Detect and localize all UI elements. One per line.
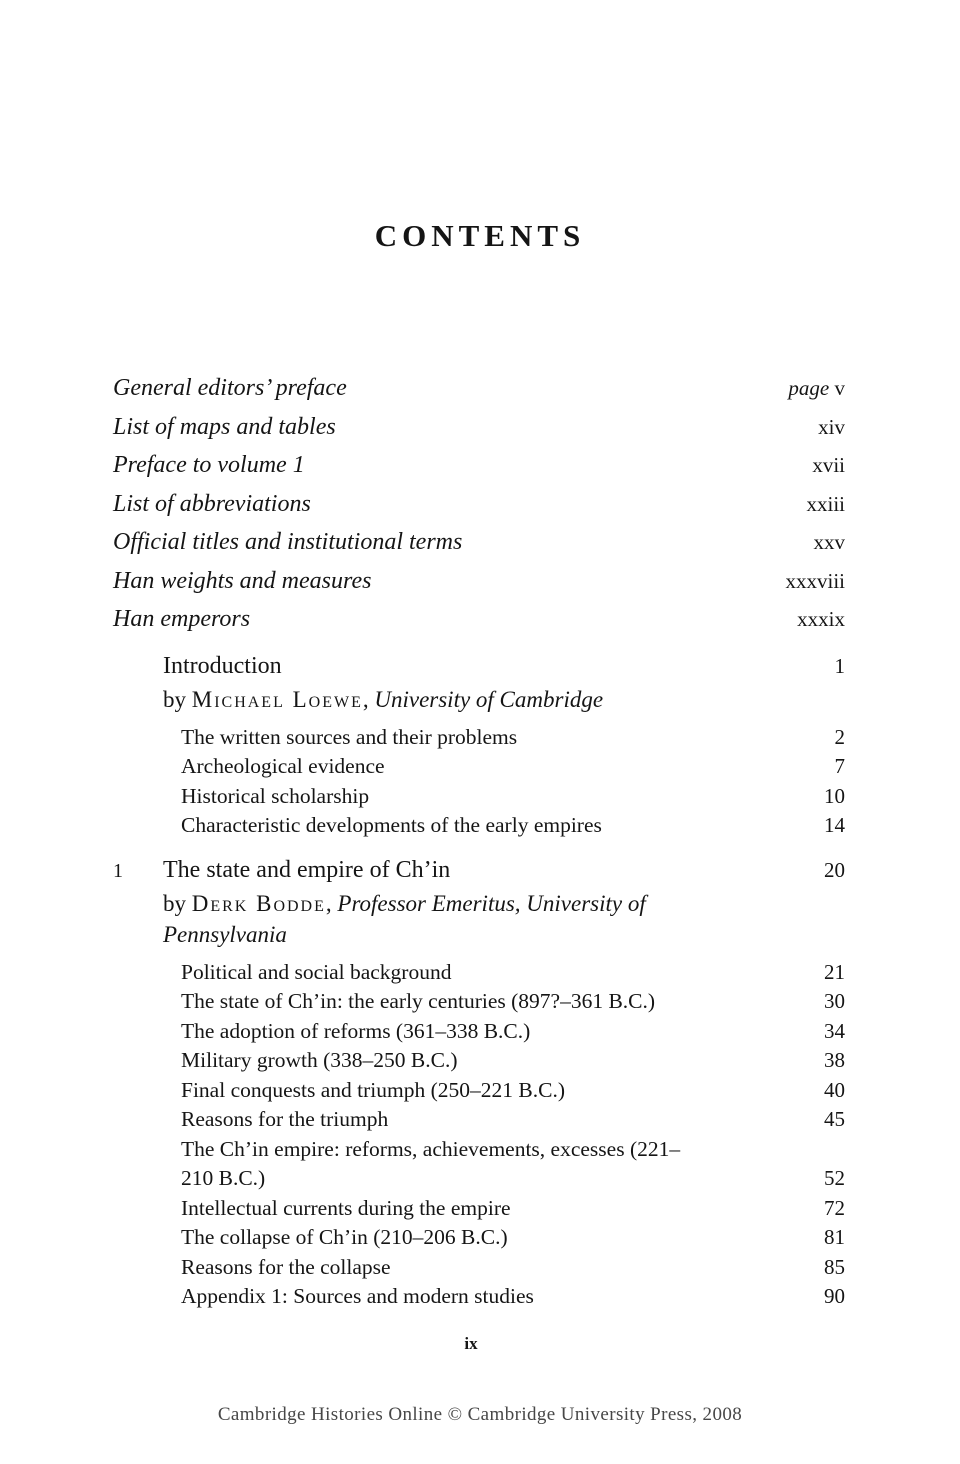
byline-author: Michael Loewe (191, 686, 363, 712)
toc-entry-label: Final conquests and triumph (250–221 B.C.) (181, 1077, 565, 1102)
toc-page-number: 45 (824, 1107, 845, 1131)
toc-entry-label: Archeological evidence (181, 754, 385, 778)
toc-page-number: xiv (818, 414, 845, 439)
section-title-wrap (163, 651, 835, 715)
toc-entry (113, 1194, 845, 1224)
toc-entry-label: Preface to volume 1 (113, 452, 305, 478)
toc-entry-label: The collapse of Ch’in (210–206 B.C.) (181, 1225, 508, 1249)
toc-entry-label (181, 1135, 680, 1194)
toc-page-number: 90 (824, 1284, 845, 1308)
section-title: Introduction (163, 652, 282, 679)
subsection-list (113, 723, 845, 841)
toc-entry-label: Characteristic developments of the early empires (181, 813, 602, 837)
toc-entry (113, 811, 845, 841)
toc-section-introduction (113, 651, 845, 841)
section-number: 1 (113, 859, 123, 882)
toc-entry-label: Han weights and measures (113, 567, 372, 594)
toc-entry (113, 723, 845, 753)
toc-entry (113, 600, 845, 639)
toc-entry-label: List of abbreviations (113, 490, 311, 517)
byline-separator: , (325, 890, 338, 916)
toc-entry (113, 523, 845, 562)
toc-entry-label: The state of Ch’in: the early centuries (897?–361 B.C.) (181, 989, 656, 1013)
toc-entry (113, 1223, 845, 1253)
toc-page-number: 21 (824, 959, 845, 984)
toc-entry-label: Intellectual currents during the empire (181, 1195, 511, 1220)
toc-page-number: xvii (812, 453, 845, 477)
toc-entry-label: Political and social background (181, 959, 452, 984)
toc-page-number: 52 (824, 1166, 845, 1190)
byline-author: Derk Bodde (191, 890, 326, 916)
toc-page-number: xxxix (797, 607, 845, 631)
toc-entry-label: The written sources and their problems (181, 724, 518, 749)
section-heading-row (113, 651, 845, 715)
toc-section-chapter-1 (113, 855, 845, 1312)
toc-entry (113, 408, 845, 447)
toc-entry-label: List of maps and tables (113, 413, 336, 440)
page-value: v (834, 376, 845, 400)
toc-page-number: 2 (834, 724, 845, 749)
copyright-footer: Cambridge Histories Online © Cambridge University Press, 2008 (217, 1404, 743, 1425)
toc-page-number: 38 (824, 1048, 845, 1072)
toc-entry (113, 485, 845, 524)
toc-entry-label: Reasons for the triumph (181, 1107, 389, 1131)
byline-affiliation: University of Cambridge (374, 686, 604, 712)
toc-page-number (788, 369, 845, 408)
toc-entry-label: Reasons for the collapse (181, 1254, 391, 1279)
table-of-contents (113, 369, 845, 1312)
subsection-list (113, 958, 845, 1312)
toc-entry (113, 1253, 845, 1283)
toc-page-number: 40 (824, 1077, 845, 1102)
toc-page-number: 34 (824, 1018, 845, 1043)
toc-entry-label: Appendix 1: Sources and modern studies (181, 1284, 534, 1308)
toc-entry (113, 446, 845, 485)
toc-entry (113, 1046, 845, 1076)
toc-entry (113, 1282, 845, 1312)
toc-entry (113, 369, 845, 408)
toc-entry-label-line1: The Ch’in empire: reforms, achievements, excesses (221– (181, 1136, 681, 1161)
section-byline (163, 684, 738, 715)
toc-entry-label: The adoption of reforms (361–338 B.C.) (181, 1018, 531, 1043)
toc-entry-label: Han emperors (113, 606, 251, 632)
toc-entry (113, 1017, 845, 1047)
toc-entry-label: Military growth (338–250 B.C.) (181, 1048, 458, 1072)
byline-by: by (163, 686, 192, 712)
toc-entry (113, 752, 845, 782)
toc-entry (113, 987, 845, 1017)
toc-page-number: 10 (824, 783, 845, 808)
byline-separator: , (362, 686, 375, 712)
toc-entry (113, 958, 845, 988)
toc-page-number: 1 (834, 653, 845, 678)
section-heading-row (113, 855, 845, 950)
toc-entry-label: Official titles and institutional terms (113, 529, 463, 555)
toc-entry (113, 562, 845, 601)
toc-page-number: xxv (813, 530, 845, 554)
toc-page-number: 81 (824, 1225, 845, 1249)
toc-page-number: 85 (824, 1254, 845, 1279)
toc-page-number: 14 (824, 813, 845, 837)
toc-page-number: 20 (824, 857, 845, 882)
byline-by: by (163, 890, 192, 916)
folio-page-number: ix (464, 1334, 478, 1353)
page-title: CONTENTS (374, 218, 586, 253)
page-word: page (788, 376, 830, 400)
toc-entry-label-line2: 210 B.C.) (181, 1166, 266, 1190)
toc-entry (113, 1135, 845, 1194)
toc-entry-label: Historical scholarship (181, 783, 370, 808)
toc-entry-label: General editors’ preface (113, 375, 347, 401)
toc-page-number: xxxviii (785, 568, 845, 593)
byline-affiliation-line2: Pennsylvania (163, 921, 287, 947)
section-title: The state and empire of Ch’in (163, 856, 451, 883)
toc-entry (113, 1105, 845, 1135)
toc-page-number: xxiii (806, 491, 845, 516)
toc-page-number: 7 (834, 754, 845, 778)
toc-entry (113, 1076, 845, 1106)
byline-affiliation: Professor Emeritus, University of (337, 890, 646, 916)
toc-page-number: 30 (824, 989, 845, 1013)
section-title-wrap (163, 855, 824, 950)
toc-page-number: 72 (824, 1195, 845, 1220)
section-byline (163, 888, 738, 950)
toc-entry (113, 782, 845, 812)
